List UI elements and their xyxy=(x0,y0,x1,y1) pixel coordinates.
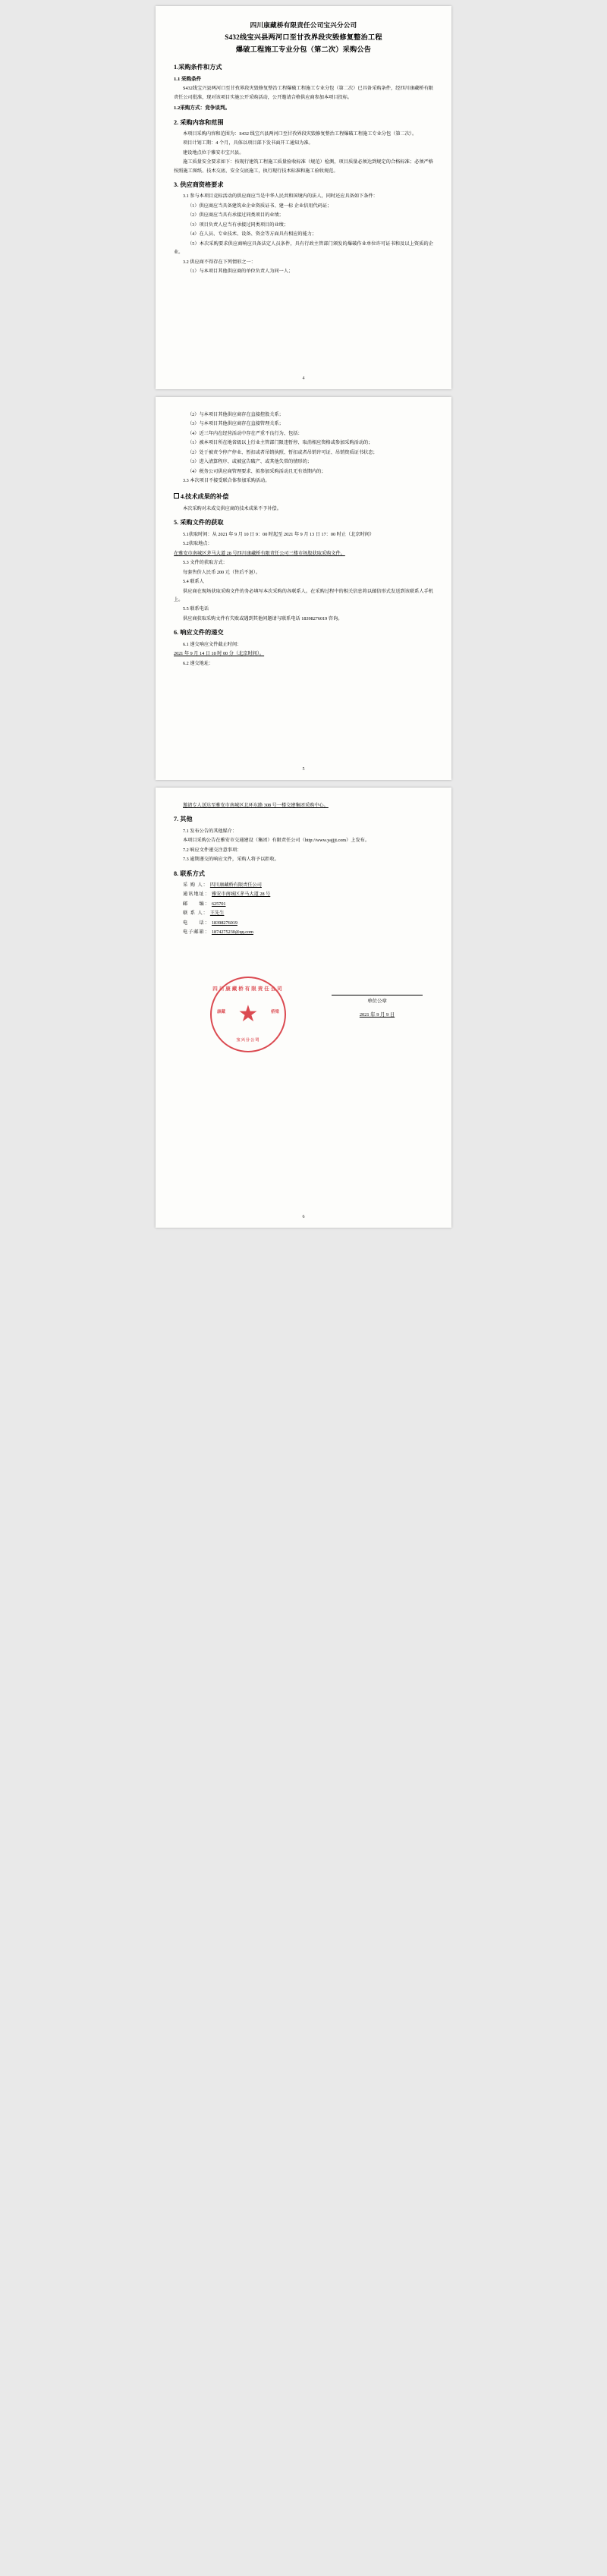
paragraph-5-2: 5.2获取地点： xyxy=(183,541,212,547)
list-item: （4）税务公司供应商管理要求、拟参加采购活动且无有效期内的； xyxy=(187,468,326,474)
contact-person-label: 联 系 人： xyxy=(183,911,209,917)
paragraph-5-4: 5.4 联系人 xyxy=(183,579,204,585)
stamp-top-text: 四川康藏桥有限责任公司 xyxy=(212,986,284,992)
signature-area xyxy=(174,957,433,1048)
signature-block xyxy=(332,995,423,1020)
contact-phone-value: 18398276019 xyxy=(211,920,237,926)
section-heading-4 xyxy=(174,491,433,502)
section-heading-8: 8. 联系方式 xyxy=(174,870,205,877)
paragraph-7-1-detail: 本项目采购公告在雅安市交通建设（集团）有限责任公司（http://www.yajjjt.com）上发布。 xyxy=(183,838,370,844)
subsection-heading-1-2: 1.2采购方式：竞争谈判。 xyxy=(174,105,231,111)
paragraph-6-2: 6.2 递交地址： xyxy=(183,660,214,666)
contact-email xyxy=(174,928,433,937)
contact-phone-label: 电 话： xyxy=(183,920,210,926)
section-4-label: 4.技术成果的补偿 xyxy=(181,492,229,500)
construction-site-text: 建设地点位于雅安市宝兴县。 xyxy=(183,149,244,156)
list-item: （2）处于被责令停产停业、暂扣或者吊销执照、暂扣或者吊销许可证、吊销资质证书状态； xyxy=(187,449,378,455)
paragraph-5-3-detail: 每套售价人民币 200 元（售后不退）。 xyxy=(183,569,261,575)
paragraph-5-5: 5.5 联系电话 xyxy=(183,606,209,612)
contact-person xyxy=(174,909,433,918)
section-heading-5: 5. 采购文件的获取 xyxy=(174,519,224,527)
document-page-1 xyxy=(156,6,451,389)
company-seal-stamp-icon xyxy=(210,977,286,1052)
paragraph-3-3: （2）供应商应当具有承接过同类项目的业绩； xyxy=(187,212,284,219)
contact-purchaser-value: 四川康藏桥有限责任公司 xyxy=(209,882,262,888)
section-heading-3: 3. 供应商资格要求 xyxy=(174,181,224,189)
page-number-3: 6 xyxy=(302,1214,305,1219)
contact-postcode-label: 邮 编： xyxy=(183,901,210,907)
title-line-1: 四川康藏桥有限责任公司宝兴分公司 xyxy=(250,21,357,29)
paragraph-7-1: 7.1 发布公告的其他媒介： xyxy=(183,828,237,834)
page-number-1: 4 xyxy=(302,376,305,381)
paragraph-3-7: 3.2 供应商不得存在下列情形之一： xyxy=(183,259,256,265)
signature-date: 2021 年 9 月 9 日 xyxy=(359,1012,395,1018)
section-heading-2: 2. 采购内容和范围 xyxy=(174,118,224,126)
contact-postcode xyxy=(174,900,433,909)
title-line-2: S432线宝兴县两河口至甘孜界段灾毁修复整治工程 xyxy=(225,33,382,42)
paragraph-5-3: 5.3 文件的获取方式： xyxy=(183,560,228,566)
paragraph-5-1: 5.1获取时间：从 2021 年 9 月 10 日 9：00 时起至 2021 年 9 月 13 日 17：00 时止（北京时间） xyxy=(183,531,375,537)
subsection-heading-1-1: 1.1 采购条件 xyxy=(174,76,202,82)
paragraph-7-2: 7.2 响应文件递交注意事项： xyxy=(183,847,242,853)
document-viewer xyxy=(0,0,607,1228)
star-icon: ★ xyxy=(237,1002,259,1027)
list-item: （4）近三年内在经营活动中存在严重不良行为、包括： xyxy=(187,430,303,436)
contact-purchaser-label: 采 购 人： xyxy=(183,882,209,888)
paragraph-3-3-final: 3.3 本次项目不接受联合体参加采购活动。 xyxy=(183,478,270,484)
stamp-left-text: 康藏 xyxy=(217,1010,226,1015)
list-item: （1）被本项目所在地省级以上行业主管部门限违暂停、取消相应资格或参加采购活动的； xyxy=(187,440,373,446)
paragraph-3-6: （5）本次采购要求供应商响应具备法定人员条件，具有行政主管部门颁发的爆破作业单位许可证书和及以上资质的企业。 xyxy=(174,241,433,256)
contact-address xyxy=(174,890,433,899)
list-item: （3）进入清算程序、或被宣告破产、或其他失常的情形的； xyxy=(187,459,312,465)
paragraph-2-1: 本项目采购内容和范围为：S432 线宝兴县两河口至甘孜界段灾毁修复整治工程爆破工程施工专业分包（第二次）。 xyxy=(183,131,417,137)
contact-address-value: 雅安市南城区茅马大道 28 号 xyxy=(211,892,271,898)
contact-phone xyxy=(174,919,433,928)
paragraph-5-5-detail: 供应商获取采购文件有失败或遇到其他问题请与联系电话 18398276019 咨询。 xyxy=(183,615,343,621)
list-item: （3）与本项目其他供应商存在直接管理关系； xyxy=(187,421,284,427)
paragraph-3-2: （1）供应商应当具备建筑业企业资质证书、建一标 企业信用代码证； xyxy=(187,203,332,209)
document-page-2 xyxy=(156,397,451,780)
paragraph-7-3: 7.3 逾期递交的响应文件，采购人将予以拒收。 xyxy=(183,857,279,863)
section-heading-7: 7. 其他 xyxy=(174,816,193,823)
paragraph-5-2-location: 在雅安市南城区茅马大道 28 号四川康藏桥有限责任公司三楼市场股获取采购文件。 xyxy=(174,550,345,556)
company-seal-label: 单位公章 xyxy=(332,995,423,1006)
paragraph-3-8: （1）与本项目其他供应商的单位负责人为同一人； xyxy=(187,269,294,275)
paragraph-delivery-address: 邀请专人送达至雅安市南城区北环东路 308 号一楼交建集团采购中心。 xyxy=(183,803,329,808)
contact-postcode-value: 625701 xyxy=(211,901,226,907)
document-page-3 xyxy=(156,788,451,1228)
paragraph-2-3 xyxy=(174,149,433,157)
title-line-3: 爆破工程施工专业分包（第二次）采购公告 xyxy=(235,46,372,54)
paragraph-3-1: 3.1 参与本项目竞标活动的供应商应当是中华人民共和国境内的法人，同时还应具备如下条件： xyxy=(183,193,378,200)
checkbox-icon[interactable] xyxy=(174,493,179,499)
contact-address-label: 通讯地址： xyxy=(183,892,210,898)
paragraph-1-1: S432线宝兴县两河口至甘孜界段灾毁修复整治工程爆破工程施工专业分包（第二次）已具备采购条件，经四川康藏桥有限责任公司批准，现对该项目实施公开采购活动，公开邀请合格供应商参加本项目投标。 xyxy=(174,86,433,100)
page-number-2: 5 xyxy=(302,766,305,772)
paragraph-3-5: （4）在人员、专业技术、设备、资金等方面具有相应的能力； xyxy=(187,231,317,237)
paragraph-2-4: 施工质量安全要求如下：按现行建筑工程施工质量验收标准（规范）检测，项目质量必须达到规定的合格标准；必须严格按照施工图纸、技术交底、安全交底施工，执行现行技术标准和施工验收规范。 xyxy=(174,159,433,174)
paragraph-2-2: 项目计划工期：4 个月，具体以项目部下发书面开工通知为准。 xyxy=(183,140,313,146)
paragraph-6-1-deadline: 2021 年 9 月 14 日 10 时 00 分（北京时间）。 xyxy=(174,651,265,657)
paragraph-5-4-detail: 供应商在现场获取采购文件的务必填写本次采购的各联系人。在采购过程中的相关信息将以邮信形式发送到该联系人手机上。 xyxy=(174,588,433,602)
section-heading-6: 6. 响应文件的递交 xyxy=(174,629,224,637)
paragraph-3-4: （3）项目负责人应当有承接过同类项目的业绩； xyxy=(187,222,289,228)
paragraph-6-1: 6.1 递交响应文件截止时间： xyxy=(183,641,242,647)
paragraph-4-1: 本次采购对未成交供应商的技术成果不予补偿。 xyxy=(183,505,281,511)
contact-email-label: 电子邮箱： xyxy=(183,929,210,935)
stamp-bottom-text: 宝兴分公司 xyxy=(236,1037,260,1043)
contact-person-value: 王先生 xyxy=(209,911,225,917)
list-item: （2）与本项目其他供应商存在直接控股关系； xyxy=(187,412,284,417)
document-title xyxy=(174,20,433,55)
contact-email-value: 1874275230@qq.com xyxy=(211,929,253,935)
contact-purchaser xyxy=(174,881,433,890)
stamp-right-text: 桥梁 xyxy=(270,1010,279,1015)
section-heading-1: 1.采购条件和方式 xyxy=(174,64,222,71)
